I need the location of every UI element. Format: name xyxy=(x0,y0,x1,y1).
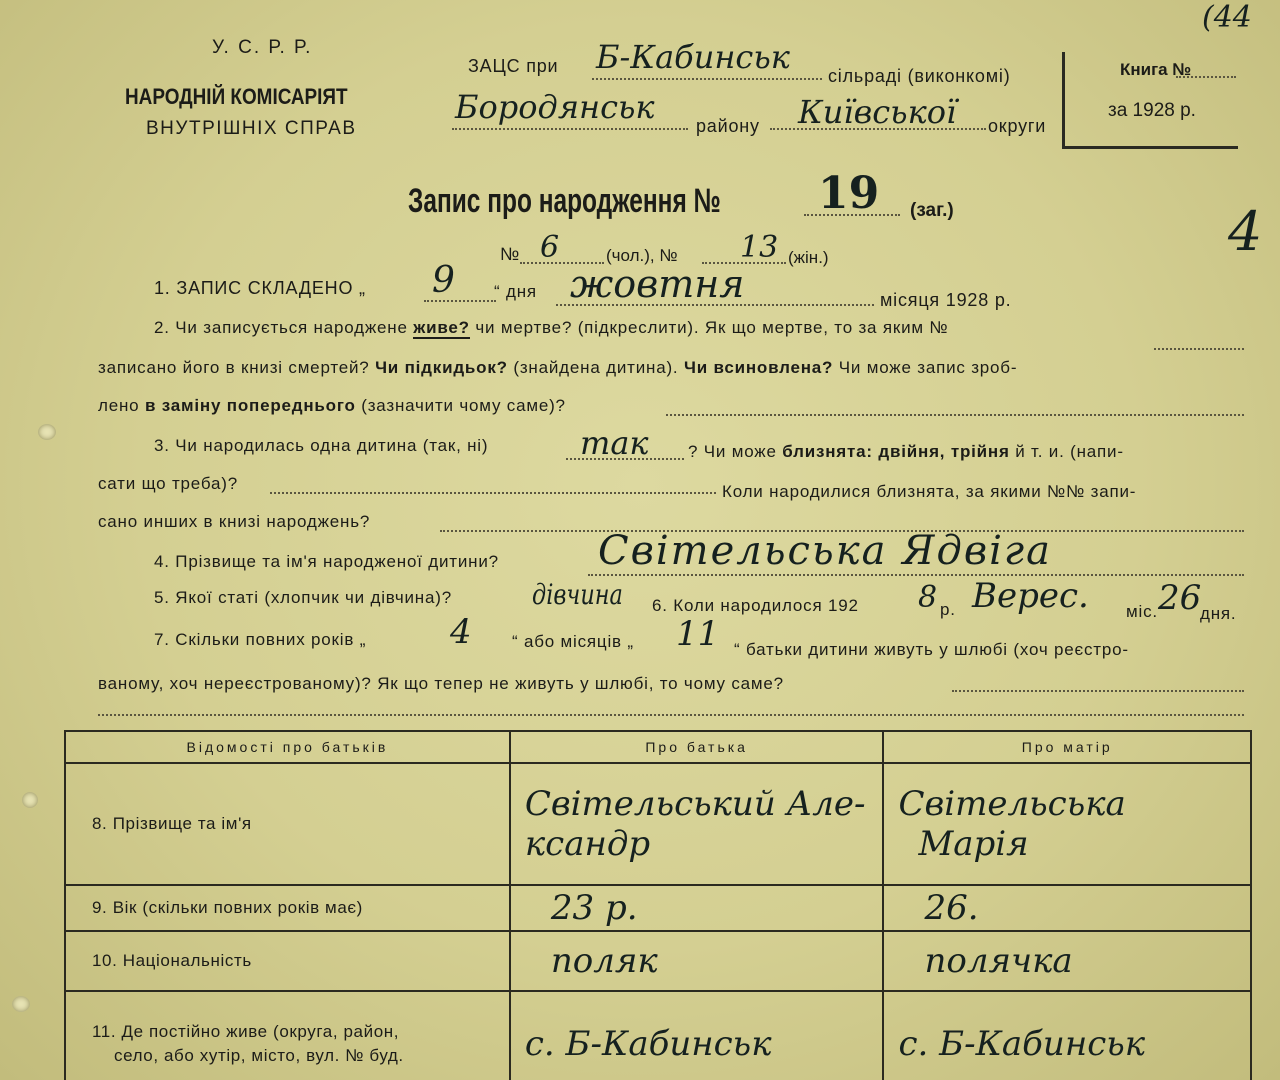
row-label-name: 8. Прізвище та ім'я xyxy=(65,763,510,885)
corner-number: (44 xyxy=(1202,0,1252,35)
record-number: 19 xyxy=(818,168,880,219)
birth-year-digit: 8 xyxy=(918,580,938,615)
item6-label: 6. Коли народилося 192 xyxy=(652,596,859,615)
item2-adopted: Чи всиновлена? xyxy=(683,358,834,377)
birth-year-label: р. xyxy=(940,600,956,619)
parents-table xyxy=(64,730,1252,1080)
mother-name-line1: Світельська xyxy=(898,784,1126,824)
female-label: (жін.) xyxy=(788,248,829,267)
father-name xyxy=(510,763,884,885)
residence-label-line1: 11. Де постійно живе (округа, район, xyxy=(92,1022,400,1041)
male-number: 6 xyxy=(540,230,560,265)
birth-day-label: дня. xyxy=(1200,604,1237,623)
item2-line3 xyxy=(98,396,566,416)
dotted-line xyxy=(452,128,688,130)
zags-value: Б-Кабинськ xyxy=(596,38,790,76)
mother-name-line2: Марія xyxy=(918,824,1029,864)
item2-text-a: 2. Чи записується народжене xyxy=(154,318,408,337)
item5-label: 5. Якої статі (хлопчик чи дівчина)? xyxy=(154,588,452,607)
district-label: району xyxy=(696,116,760,136)
mother-residence: с. Б-Кабинськ xyxy=(883,991,1251,1080)
mother-age: 26. xyxy=(883,885,1251,931)
item2-text-b: чи мертве? (підкреслити). Як що мертве, то за яким № xyxy=(475,318,949,337)
birth-day: 26 xyxy=(1158,578,1202,618)
item3-line2a: сати що треба)? xyxy=(98,474,238,493)
punch-hole xyxy=(12,996,30,1012)
row-label-nationality: 10. Національність xyxy=(65,931,510,991)
item2-text-c: записано його в книзі смертей? xyxy=(98,358,370,377)
item3-text-b: ? Чи може xyxy=(688,442,777,461)
dotted-line xyxy=(98,714,1244,716)
item2-line1 xyxy=(154,318,948,338)
item1-month: жовтня xyxy=(570,262,745,306)
father-name-line2: ксандр xyxy=(524,824,651,864)
item2-text-f: лено xyxy=(98,396,140,415)
dotted-line xyxy=(556,304,874,306)
book-label: Книга № xyxy=(1120,60,1192,79)
item7-label-b: “ або місяців „ xyxy=(512,632,634,651)
district-value: Бородянськ xyxy=(455,88,655,126)
item2-replacement: в заміну попереднього xyxy=(144,396,356,415)
zags-label: ЗАЦС при xyxy=(468,56,559,76)
punch-hole xyxy=(38,424,56,440)
item3-text-c: й т. и. (напи- xyxy=(1015,442,1124,461)
child-sex: дівчина xyxy=(532,578,623,611)
ministry-subtitle: ВНУТРІШНІХ СПРАВ xyxy=(146,118,357,139)
birth-month-label: міс. xyxy=(1126,602,1158,621)
item7-label-c: “ батьки дитини живуть у шлюбі (хоч реєстро- xyxy=(734,640,1129,659)
item1-label: 1. ЗАПИС СКЛАДЕНО „ xyxy=(154,278,366,298)
header-father: Про батька xyxy=(510,731,884,763)
record-title: Запис про народження № xyxy=(408,182,721,220)
item7-line2: ваному, хоч нереєстрованому)? Як що тепер не живуть у шлюбі, то чому саме? xyxy=(98,674,784,693)
table-row xyxy=(65,931,1251,991)
no-label: № xyxy=(500,244,520,264)
birth-month: Верес. xyxy=(972,576,1089,616)
book-year: за 1928 р. xyxy=(1108,100,1196,121)
item1-year-label: місяця 1928 р. xyxy=(880,290,1012,310)
marriage-years: 4 xyxy=(450,612,472,652)
dotted-line xyxy=(804,214,900,216)
row-label-residence xyxy=(65,991,510,1080)
item2-text-d: (знайдена дитина). xyxy=(513,358,679,377)
father-residence: с. Б-Кабинськ xyxy=(510,991,884,1080)
book-box-border xyxy=(1062,146,1238,149)
dotted-line xyxy=(1176,76,1236,78)
item3-line2b: Коли народилися близнята, за якими №№ запи- xyxy=(722,482,1137,501)
item2-line2 xyxy=(98,358,1017,378)
table-header-row xyxy=(65,731,1251,763)
table-row xyxy=(65,763,1251,885)
mother-name xyxy=(883,763,1251,885)
dotted-line xyxy=(592,78,822,80)
item1-day-label: “ дня xyxy=(494,282,537,301)
item3-line3: сано инших в книзі народжень? xyxy=(98,512,371,531)
dotted-line xyxy=(424,300,496,302)
okrug-label: округи xyxy=(988,116,1047,136)
item1-day: 9 xyxy=(432,260,455,301)
dotted-line xyxy=(270,492,716,494)
dotted-line xyxy=(1154,348,1244,350)
row-label-age: 9. Вік (скільки повних років має) xyxy=(65,885,510,931)
margin-mark: 4 xyxy=(1228,200,1263,263)
dotted-line xyxy=(770,128,986,130)
item3-answer: так xyxy=(580,424,649,462)
table-row xyxy=(65,885,1251,931)
item2-foundling: Чи підкидьок? xyxy=(375,358,508,377)
header-mother: Про матір xyxy=(883,731,1251,763)
father-nationality: поляк xyxy=(510,931,884,991)
item3-line1a: 3. Чи народилась одна дитина (так, ні) xyxy=(154,436,489,455)
residence-label-line2: село, або хутір, місто, вул. № буд. xyxy=(114,1046,404,1065)
book-box-border xyxy=(1062,52,1065,148)
ministry-title: НАРОДНІЙ КОМІСАРІЯТ xyxy=(125,84,348,109)
dotted-line xyxy=(588,574,1244,576)
republic-label: У. С. Р. Р. xyxy=(212,37,313,58)
punch-hole xyxy=(22,792,38,808)
father-age: 23 р. xyxy=(510,885,884,931)
header-info: Відомості про батьків xyxy=(65,731,510,763)
dotted-line xyxy=(666,414,1244,416)
item2-text-g: (зазначити чому саме)? xyxy=(361,396,566,415)
dotted-line xyxy=(952,690,1244,692)
dotted-line xyxy=(566,458,684,460)
item3-twins: близнята: двійня, трійня xyxy=(782,442,1010,461)
council-label: сільраді (виконкомі) xyxy=(828,66,1011,86)
item3-line1b xyxy=(688,442,1124,462)
okrug-value: Київської xyxy=(798,93,957,131)
father-name-line1: Світельський Але- xyxy=(524,784,866,824)
child-name: Світельська Ядвіга xyxy=(598,528,1052,574)
record-suffix: (заг.) xyxy=(910,200,954,221)
table-row xyxy=(65,991,1251,1080)
item7-label-a: 7. Скільки повних років „ xyxy=(154,630,367,649)
female-number: 13 xyxy=(740,230,779,265)
item4-label: 4. Прізвище та ім'я народженої дитини? xyxy=(154,552,499,571)
marriage-months: 11 xyxy=(676,614,720,654)
item2-text-e: Чи може запис зроб- xyxy=(838,358,1018,377)
male-label: (чол.), № xyxy=(606,246,678,265)
item2-alive-option: живе? xyxy=(413,318,470,337)
mother-nationality: полячка xyxy=(883,931,1251,991)
